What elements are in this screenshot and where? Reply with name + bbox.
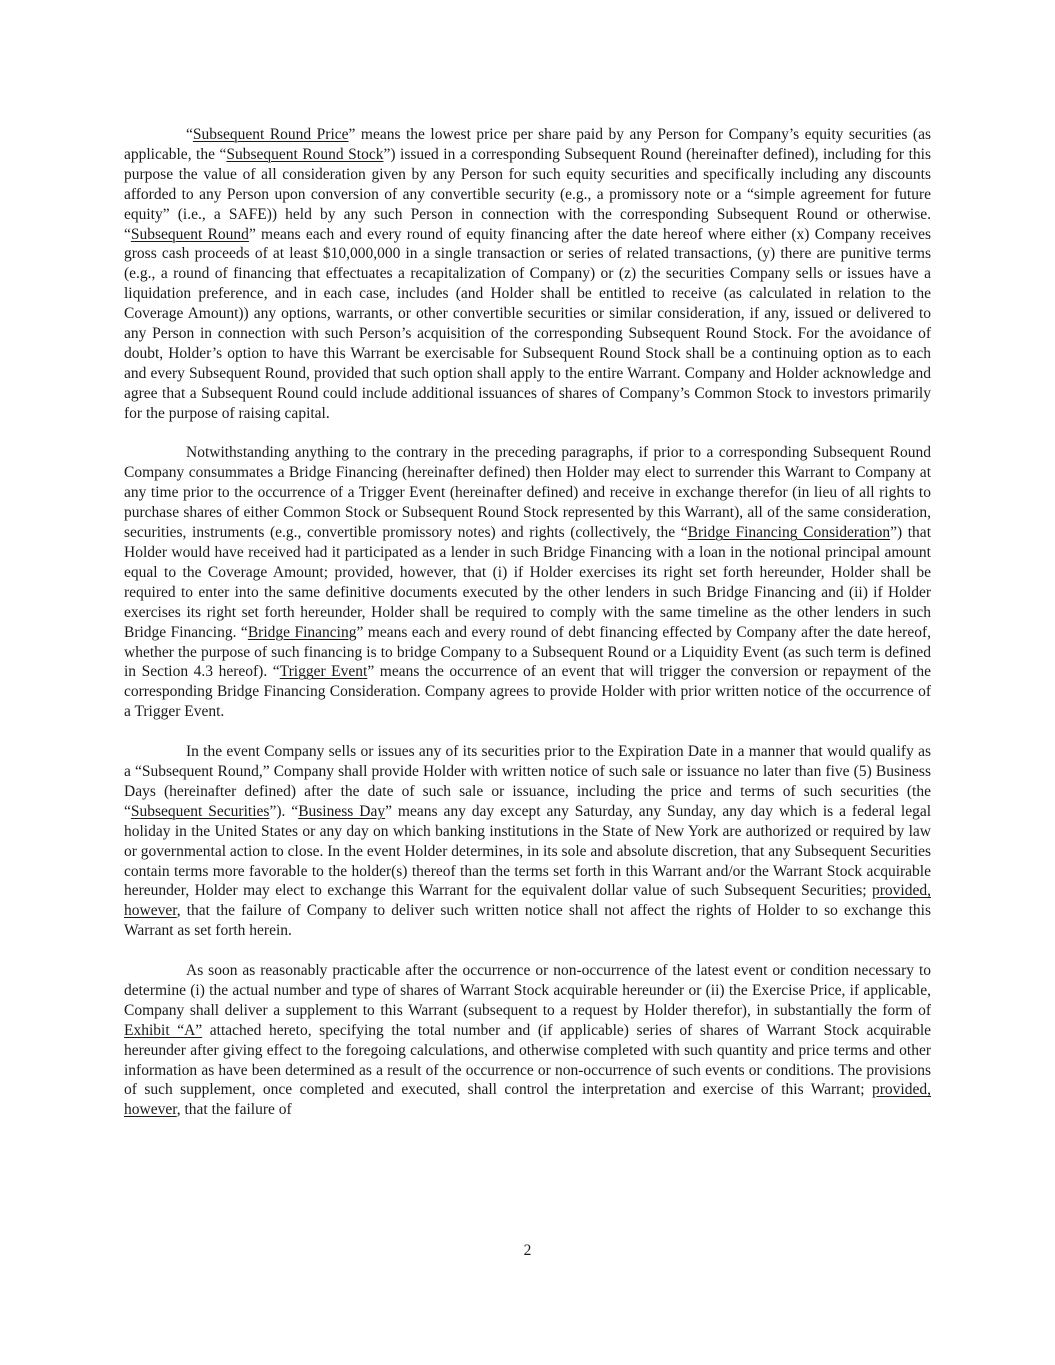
defined-term: Business Day	[298, 802, 386, 820]
paragraph-text: “	[186, 126, 193, 143]
defined-term: Subsequent Securities	[130, 802, 270, 820]
defined-term: Bridge Financing Consideration	[687, 524, 891, 542]
defined-term: provided, however	[124, 1081, 931, 1119]
paragraph-text: Notwithstanding anything to the contrary in the preceding paragraphs, if prior to a corresponding Subsequent Round Company consummates a Bridge Financing (hereinafter defined) then Holder may elect to surrender this Warrant to Company at any time prior to the occurrence of a Trigger Event (hereinafter defined) and receive in exchange therefor (in lieu of all rights to purchase shares of either Common Stock or Subsequent Round Stock represented by this Warrant), all of the same consideration, securities, instruments (e.g., convertible promissory notes) and rights (collectively, the “	[124, 444, 931, 542]
defined-term: Subsequent Round Price	[192, 126, 349, 143]
paragraph-bridge-financing	[124, 443, 931, 722]
paragraph-text: ”) issued in a corresponding Subsequent Round (hereinafter defined), including for this purpose the value of all consideration given by any Person for such equity securities and specifically including any discounts afforded to any Person upon conversion of any convertible security (e.g., a promissory note or a “simple agreement for future equity” (i.e., a SAFE)) held by any such Person in connection with the corresponding Subsequent Round or otherwise. “	[124, 145, 931, 243]
paragraph-subsequent-round-price	[124, 125, 931, 424]
paragraph-supplement	[124, 961, 931, 1120]
paragraph-text: In the event Company sells or issues any of its securities prior to the Expiration Date in a manner that would qualify as a “Subsequent Round,” Company shall provide Holder with written notice of such sale or issuance no later than five (5) Business Days (hereinafter defined) after the date of such sale or issuance, including the price and terms of such securities (the “	[124, 743, 931, 820]
paragraph-text: ” means each and every round of equity financing after the date hereof where either (x) Company receives gross cash proceeds of at least $10,000,000 in a single transaction or series of related transactions, (y) there are punitive terms (e.g., a round of financing that effectuates a recapitalization of Company) or (z) the securities Company sells or issues have a liquidation preference, and in each case, includes (and Holder shall be entitled to receive (as calculated in relation to the Coverage Amount)) any options, warrants, or other convertible securities or similar consideration, if any, issued or delivered to any Person in connection with such Person’s acquisition of the corresponding Subsequent Round Stock. For the avoidance of doubt, Holder’s option to have this Warrant be exercisable for Subsequent Round Stock shall be a continuing option as to each and every Subsequent Round, provided that such option shall apply to the entire Warrant. Company and Holder acknowledge and agree that a Subsequent Round could include additional issuances of shares of Company’s Common Stock to investors primarily for the purpose of raising capital.	[124, 225, 931, 422]
defined-term: Exhibit “A”	[124, 1021, 203, 1039]
paragraph-text: attached hereto, specifying the total number and (if applicable) series of shares of Warrant Stock acquirable hereunder after giving effect to the foregoing calculations, and otherwise completed with such quantity and price terms and other information as have been determined as a result of the occurrence or non-occurrence of such events or conditions. The provisions of such supplement, once completed and executed, shall control the interpretation and exercise of this Warrant;	[124, 1021, 932, 1099]
document-body	[124, 125, 931, 1120]
defined-term: provided, however	[124, 882, 931, 920]
paragraph-text: As soon as reasonably practicable after the occurrence or non-occurrence of the latest event or condition necessary to determine (i) the actual number and type of shares of Warrant Stock acquirable hereunder or (ii) the Exercise Price, if applicable, Company shall deliver a supplement to this Warrant (subsequent to a request by Holder therefor), in substantially the form of	[124, 962, 931, 1019]
defined-term: Bridge Financing	[247, 623, 357, 641]
page-number: 2	[523, 1242, 532, 1259]
defined-term: Subsequent Round Stock	[226, 145, 384, 163]
paragraph-text: ” means the lowest price per share paid by any Person for Company’s equity securities (as applicable, the “	[124, 126, 931, 163]
paragraph-text: ” means each and every round of debt financing effected by Company after the date hereof, whether the purpose of such financing is to bridge Company to a Subsequent Round or a Liquidity Event (as such term is defined in Section 4.3 hereof). “	[124, 623, 932, 681]
paragraph-text: ”). “	[269, 802, 299, 820]
paragraph-subsequent-securities	[124, 742, 931, 941]
paragraph-text: ” means the occurrence of an event that will trigger the conversion or repayment of the corresponding Bridge Financing Consideration. Company agrees to provide Holder with prior written notice of the occurrence of a Trigger Event.	[124, 663, 931, 721]
paragraph-text: , that the failure of Company to deliver such written notice shall not affect the rights of Holder to so exchange this Warrant as set forth herein.	[124, 902, 931, 940]
paragraph-text: ” means any day except any Saturday, any Sunday, any day which is a federal legal holiday in the United States or any day on which banking institutions in the State of New York are authorized or required by law or governmental action to close. In the event Holder determines, in its sole and absolute discretion, that any Subsequent Securities contain terms more favorable to the holder(s) thereof than the terms set forth in this Warrant and/or the Warrant Stock acquirable hereunder, Holder may elect to exchange this Warrant for the equivalent dollar value of such Subsequent Securities;	[124, 802, 932, 900]
paragraph-text: , that the failure of	[176, 1101, 292, 1119]
paragraph-text: ”) that Holder would have received had it participated as a lender in such Bridge Financing with a loan in the notional principal amount equal to the Coverage Amount; provided, however, that (i) if Holder exercises its right set forth hereunder, Holder shall be required to enter into the same definitive documents executed by the other lenders in such Bridge Financing and (ii) if Holder exercises its right set forth hereunder, Holder shall be required to comply with the same timeline as the other lenders in such Bridge Financing. “	[124, 524, 931, 641]
defined-term: Subsequent Round	[130, 225, 249, 243]
defined-term: Trigger Event	[279, 663, 368, 681]
